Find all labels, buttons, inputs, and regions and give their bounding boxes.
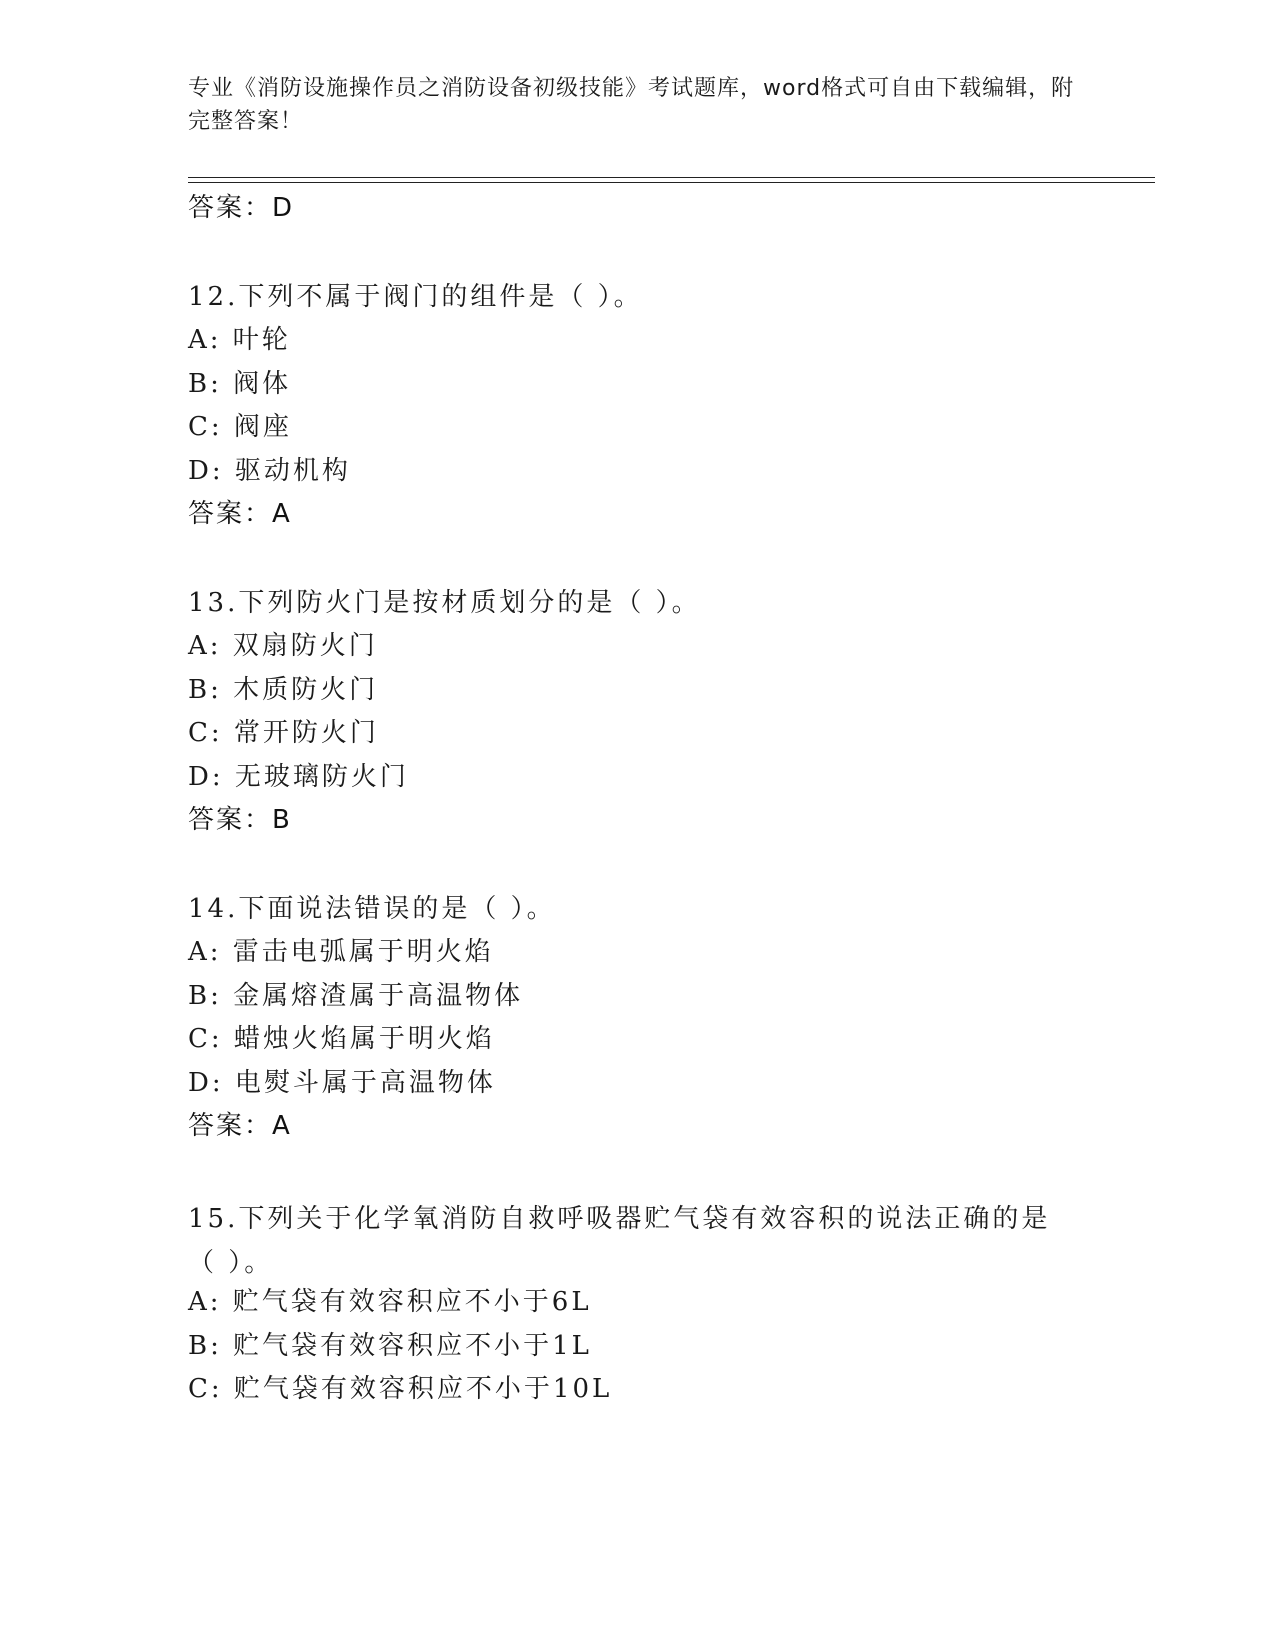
question-15-option-c: C: 贮气袋有效容积应不小于10L xyxy=(188,1374,613,1404)
question-12-answer: 答案：A xyxy=(188,499,292,529)
question-13-option-d: D: 无玻璃防火门 xyxy=(188,762,409,792)
question-13-stem: 13.下列防火门是按材质划分的是（ ）。 xyxy=(188,588,701,618)
question-13-option-a: A: 双扇防火门 xyxy=(188,631,378,661)
question-14-option-d: D: 电熨斗属于高温物体 xyxy=(188,1068,496,1098)
question-15-stem: 15.下列关于化学氧消防自救呼吸器贮气袋有效容积的说法正确的是（ ）。 xyxy=(188,1204,1051,1278)
question-12-option-c: C: 阀座 xyxy=(188,412,292,442)
document-header: 专业《消防设施操作员之消防设备初级技能》考试题库，word格式可自由下载编辑，附完整答案！ xyxy=(188,76,1075,134)
question-13-answer: 答案：B xyxy=(188,805,292,835)
question-15-option-a: A: 贮气袋有效容积应不小于6L xyxy=(188,1287,592,1317)
question-15-option-b: B: 贮气袋有效容积应不小于1L xyxy=(188,1331,592,1361)
header-divider-bottom xyxy=(188,182,1155,183)
question-14-option-c: C: 蜡烛火焰属于明火焰 xyxy=(188,1024,495,1054)
question-14-answer: 答案：A xyxy=(188,1111,292,1141)
question-12-stem: 12.下列不属于阀门的组件是（ ）。 xyxy=(188,282,643,312)
question-13-option-b: B: 木质防火门 xyxy=(188,675,379,705)
header-divider-top xyxy=(188,177,1155,178)
question-14-stem: 14.下面说法错误的是（ ）。 xyxy=(188,894,556,924)
question-13-option-c: C: 常开防火门 xyxy=(188,718,379,748)
question-14-option-b: B: 金属熔渣属于高温物体 xyxy=(188,981,524,1011)
question-14-option-a: A: 雷击电弧属于明火焰 xyxy=(188,937,494,967)
answer-previous: 答案：D xyxy=(188,193,295,223)
question-12-option-d: D: 驱动机构 xyxy=(188,456,351,486)
question-12-option-a: A: 叶轮 xyxy=(188,325,291,355)
question-12-option-b: B: 阀体 xyxy=(188,369,292,399)
